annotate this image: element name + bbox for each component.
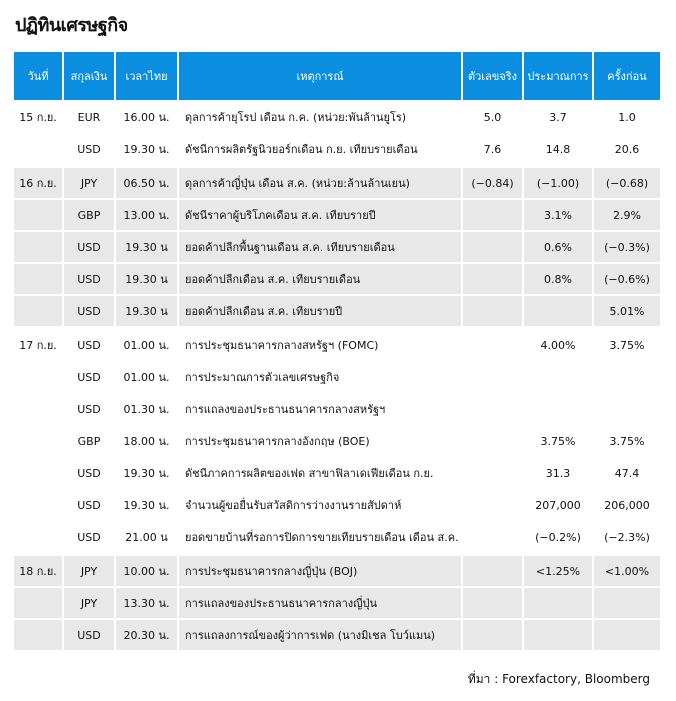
cell-forecast: 14.8 [524,134,594,166]
cell-event: การประชุมธนาคารกลางอังกฤษ (BOE) [179,426,463,458]
cell-currency: GBP [64,200,116,232]
cell-event: ดัชนีราคาผู้บริโภคเดือน ส.ค. เทียบรายปี [179,200,463,232]
cell-date [14,620,64,652]
cell-actual [463,264,524,296]
cell-event: จำนวนผู้ขอยื่นรับสวัสดิการว่างงานรายสัปดาห์ [179,490,463,522]
table-row [14,296,660,328]
cell-actual [463,588,524,620]
table-row [14,134,660,166]
cell-time: 19.30 น [116,264,179,296]
cell-previous: 3.75% [594,328,660,362]
cell-forecast: 4.00% [524,328,594,362]
header-time: เวลาไทย [116,52,179,102]
cell-forecast: 0.6% [524,232,594,264]
cell-forecast [524,362,594,394]
cell-date: 16 ก.ย. [14,166,64,200]
cell-currency: USD [64,490,116,522]
table-row [14,394,660,426]
table-row [14,554,660,588]
cell-actual [463,328,524,362]
cell-actual [463,426,524,458]
cell-actual [463,232,524,264]
table-row [14,588,660,620]
cell-time: 13.30 น. [116,588,179,620]
cell-event: ยอดค้าปลีกพื้นฐานเดือน ส.ค. เทียบรายเดือน [179,232,463,264]
cell-previous: 3.75% [594,426,660,458]
cell-event: ดุลการค้าญี่ปุ่น เดือน ส.ค. (หน่วย:ล้านล้านเยน) [179,166,463,200]
cell-actual [463,200,524,232]
cell-currency: USD [64,296,116,328]
cell-date [14,362,64,394]
table-row [14,166,660,200]
cell-currency: EUR [64,102,116,134]
cell-time: 13.00 น. [116,200,179,232]
table-header-row [14,52,660,102]
cell-previous: (−2.3%) [594,522,660,554]
cell-time: 01.00 น. [116,328,179,362]
header-date: วันที่ [14,52,64,102]
cell-currency: USD [64,134,116,166]
cell-date: 18 ก.ย. [14,554,64,588]
cell-forecast: (−0.2%) [524,522,594,554]
cell-previous: 206,000 [594,490,660,522]
cell-forecast: 3.1% [524,200,594,232]
cell-previous [594,394,660,426]
cell-currency: USD [64,394,116,426]
table-row [14,426,660,458]
cell-forecast: <1.25% [524,554,594,588]
header-previous: ครั้งก่อน [594,52,660,102]
table-row [14,232,660,264]
cell-currency: JPY [64,554,116,588]
header-forecast: ประมาณการ [524,52,594,102]
header-actual: ตัวเลขจริง [463,52,524,102]
economic-calendar-table [14,52,660,652]
cell-currency: USD [64,522,116,554]
cell-actual: 7.6 [463,134,524,166]
cell-date [14,264,64,296]
cell-forecast [524,588,594,620]
cell-time: 10.00 น. [116,554,179,588]
table-body [14,102,660,652]
cell-time: 19.30 น. [116,134,179,166]
cell-actual [463,490,524,522]
cell-time: 01.00 น. [116,362,179,394]
page-title: ปฏิทินเศรษฐกิจ [15,15,128,36]
cell-currency: JPY [64,588,116,620]
cell-time: 01.30 น. [116,394,179,426]
cell-time: 19.30 น. [116,490,179,522]
cell-previous [594,362,660,394]
cell-previous: 2.9% [594,200,660,232]
table-row [14,200,660,232]
cell-forecast: 0.8% [524,264,594,296]
cell-time: 18.00 น. [116,426,179,458]
cell-forecast: 3.75% [524,426,594,458]
cell-actual [463,296,524,328]
cell-previous [594,620,660,652]
cell-time: 16.00 น. [116,102,179,134]
cell-date [14,394,64,426]
cell-actual [463,620,524,652]
cell-currency: USD [64,328,116,362]
header-event: เหตุการณ์ [179,52,463,102]
cell-date [14,232,64,264]
cell-currency: USD [64,362,116,394]
cell-previous: (−0.6%) [594,264,660,296]
cell-date [14,200,64,232]
cell-date [14,588,64,620]
cell-date [14,458,64,490]
cell-event: การประชุมธนาคารกลางญี่ปุ่น (BOJ) [179,554,463,588]
cell-event: ดัชนีภาคการผลิตของเฟด สาขาฟิลาเดเฟียเดือน ก.ย. [179,458,463,490]
cell-actual: 5.0 [463,102,524,134]
cell-actual: (−0.84) [463,166,524,200]
cell-previous: (−0.68) [594,166,660,200]
cell-previous [594,588,660,620]
table-row [14,102,660,134]
cell-time: 21.00 น [116,522,179,554]
cell-forecast: 3.7 [524,102,594,134]
cell-forecast: 31.3 [524,458,594,490]
cell-date [14,490,64,522]
source-note: ที่มา : Forexfactory, Bloomberg [467,672,650,686]
cell-currency: GBP [64,426,116,458]
cell-event: ยอดค้าปลีกเดือน ส.ค. เทียบรายเดือน [179,264,463,296]
table-row [14,620,660,652]
cell-currency: JPY [64,166,116,200]
cell-date [14,426,64,458]
cell-previous: 1.0 [594,102,660,134]
cell-forecast [524,296,594,328]
table-row [14,490,660,522]
table-row [14,362,660,394]
cell-time: 20.30 น. [116,620,179,652]
cell-event: การประมาณการตัวเลขเศรษฐกิจ [179,362,463,394]
cell-time: 19.30 น [116,232,179,264]
cell-actual [463,522,524,554]
cell-previous: 5.01% [594,296,660,328]
cell-currency: USD [64,264,116,296]
cell-time: 06.50 น. [116,166,179,200]
cell-event: ยอดค้าปลีกเดือน ส.ค. เทียบรายปี [179,296,463,328]
cell-currency: USD [64,232,116,264]
cell-forecast: 207,000 [524,490,594,522]
table-row [14,522,660,554]
cell-currency: USD [64,620,116,652]
cell-event: การแถลงของประธานธนาคารกลางญี่ปุ่น [179,588,463,620]
cell-time: 19.30 น. [116,458,179,490]
cell-currency: USD [64,458,116,490]
cell-actual [463,362,524,394]
cell-previous: <1.00% [594,554,660,588]
table-row [14,328,660,362]
cell-event: ดุลการค้ายุโรป เดือน ก.ค. (หน่วย:พันล้านยูโร) [179,102,463,134]
cell-event: ยอดขายบ้านที่รอการปิดการขายเทียบรายเดือน เดือน ส.ค. [179,522,463,554]
cell-forecast [524,620,594,652]
cell-date: 15 ก.ย. [14,102,64,134]
cell-time: 19.30 น [116,296,179,328]
cell-event: การแถลงการณ์ของผู้ว่าการเฟด (นางมิเชล โบว์แมน) [179,620,463,652]
cell-date [14,296,64,328]
cell-previous: 20.6 [594,134,660,166]
cell-actual [463,554,524,588]
cell-previous: (−0.3%) [594,232,660,264]
cell-forecast [524,394,594,426]
cell-date [14,134,64,166]
cell-date: 17 ก.ย. [14,328,64,362]
cell-event: การแถลงของประธานธนาคารกลางสหรัฐฯ [179,394,463,426]
cell-forecast: (−1.00) [524,166,594,200]
cell-actual [463,458,524,490]
cell-event: ดัชนีการผลิตรัฐนิวยอร์กเดือน ก.ย. เทียบรายเดือน [179,134,463,166]
cell-previous: 47.4 [594,458,660,490]
cell-event: การประชุมธนาคารกลางสหรัฐฯ (FOMC) [179,328,463,362]
table-row [14,264,660,296]
table-row [14,458,660,490]
cell-actual [463,394,524,426]
cell-date [14,522,64,554]
header-currency: สกุลเงิน [64,52,116,102]
